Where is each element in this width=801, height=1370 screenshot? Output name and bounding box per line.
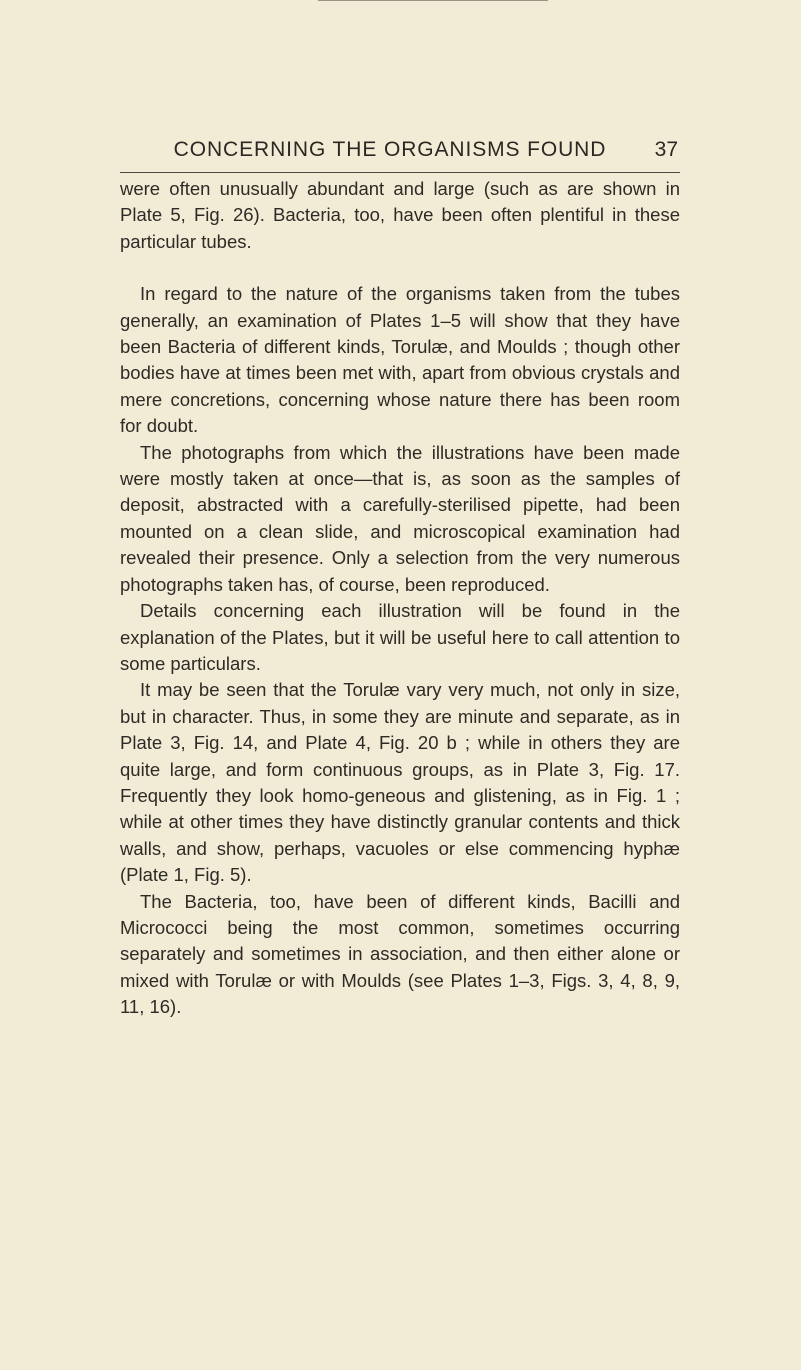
paragraph-continuation: were often unusually abundant and large (such as are shown in Plate 5, Fig. 26). Bacteria, too, have been often plentiful in these particular tubes. [120,178,680,252]
page-number: 37 [654,138,678,161]
paragraph-details: Details concerning each illustration will be found in the explanation of the Plates, but it will be useful here to call attention to some particulars. [120,600,680,674]
page-header [120,138,680,170]
top-edge-rule [318,0,548,1]
paragraph-bacteria: The Bacteria, too, have been of different kinds, Bacilli and Micrococci being the most common, sometimes occurring separately and sometimes in association, and then either alone or mixed with Torulæ or with Moulds (see Plates 1–3, Figs. 3, 4, 8, 9, 11, 16). [120,890,680,1018]
paragraph-photographs: The photographs from which the illustrations have been made were mostly taken at once—that is, as soon as the samples of deposit, abstracted with a carefully-sterilised pipette, had been mounted on a clean slide, and microscopical examination had revealed their presence. Only a selection from the very numerous photographs taken has, of course, been reproduced. [120,441,680,595]
header-rule [120,172,680,173]
body-text [120,176,680,1021]
paragraph-torulae: It may be seen that the Torulæ vary very much, not only in size, but in character. Thus, in some they are minute and separate, as in Plate 3, Fig. 14, and Plate 4, Fig. 20 b ; while in others they are quite large, and form continuous groups, as in Plate 3, Fig. 17. Frequently they look homo-geneous and glistening, as in Fig. 1 ; while at other times they have distinctly granular contents and thick walls, and show, perhaps, vacuoles or else commencing hyphæ (Plate 1, Fig. 5). [120,679,680,886]
running-head: CONCERNING THE ORGANISMS FOUND [173,138,607,161]
paragraph-nature-of-organisms: In regard to the nature of the organisms taken from the tubes generally, an examination of Plates 1–5 will show that they have been Bacteria of different kinds, Torulæ, and Moulds ; though other bodies have at times been met with, apart from obvious crystals and mere concretions, concerning whose nature there has been room for doubt. [120,283,680,437]
